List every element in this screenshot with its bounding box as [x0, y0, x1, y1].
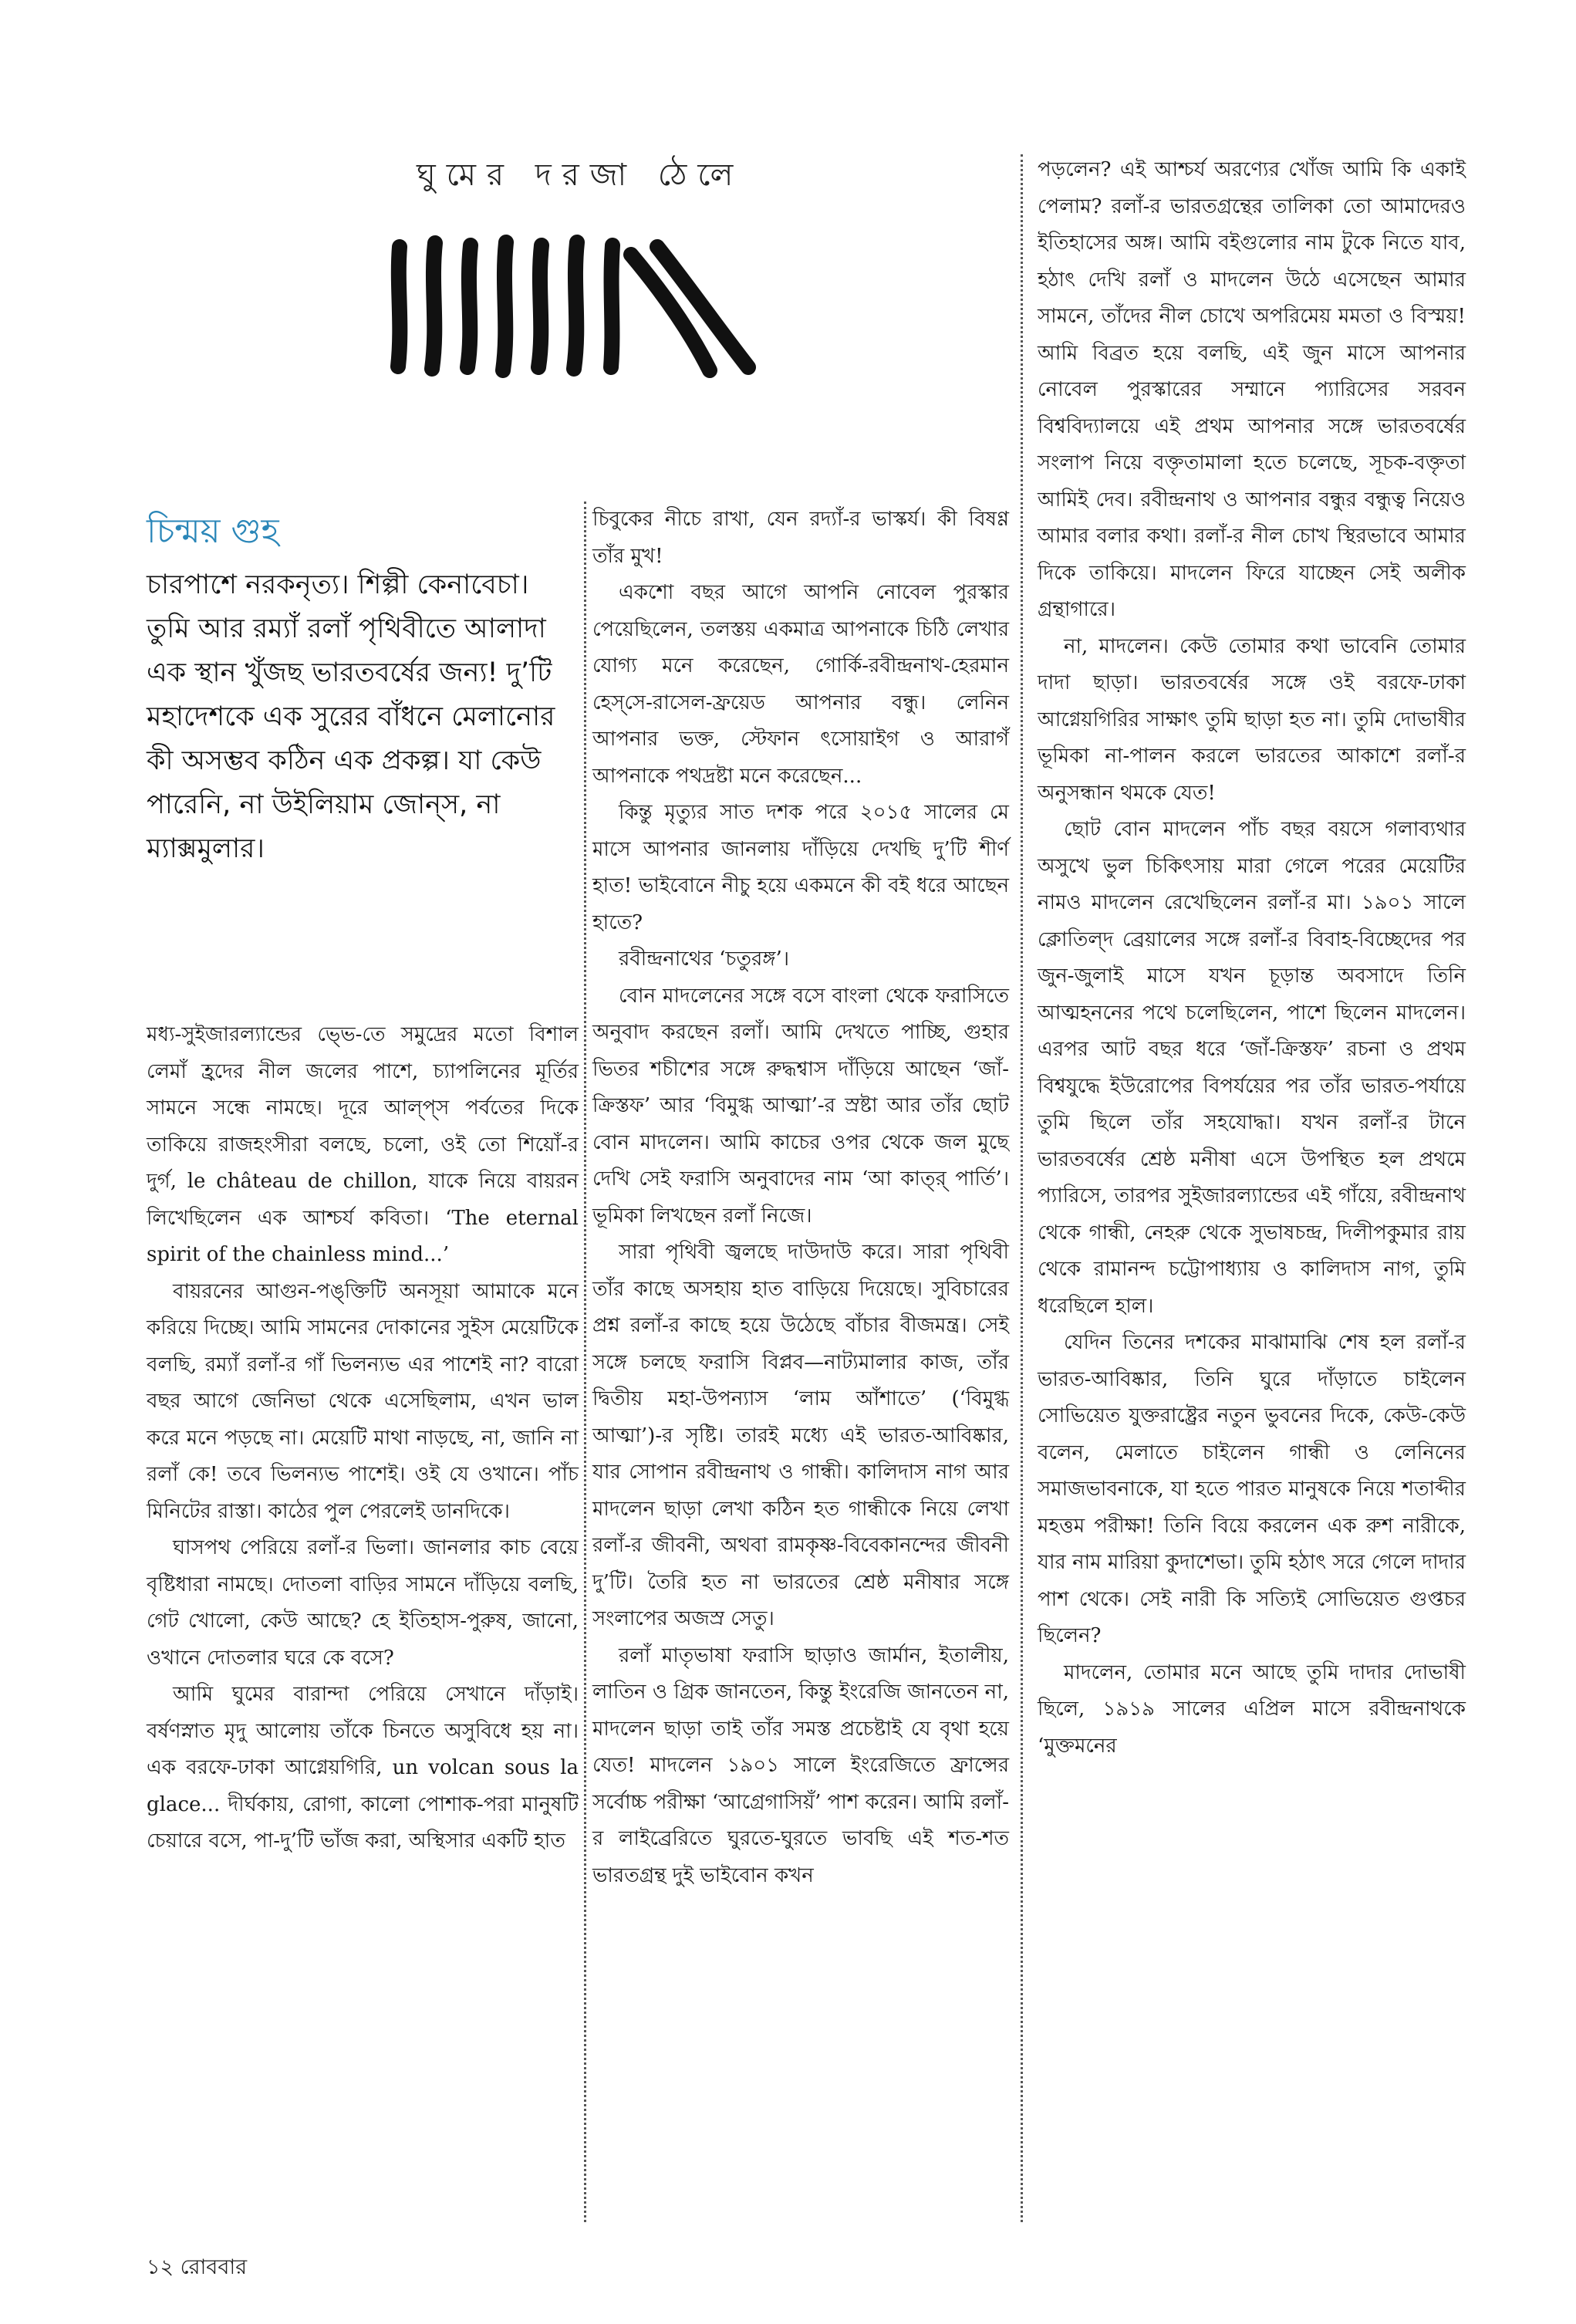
- column-divider: [584, 502, 586, 2222]
- paragraph: বায়রনের আগুন-পঙ্‌ক্তিটি অনসূয়া আমাকে মনে করিয়ে দিচ্ছে। আমি সামনের দোকানের সুইস মেয়েটিকে বলছি, রম্যাঁ রলাঁ-র গাঁ ভিলন্যভ এর পাশেই না? বারো বছর আগে জেনিভা থেকে এসেছিলাম, এখন ভাল করে মনে পড়ছে না। মেয়েটি মাথা নাড়ছে, না, জানি না রলাঁ কে! তবে ভিলন্যভ পাশেই। ওই যে ওখানে। পাঁচ মিনিটের রাস্তা। কাঠের পুল পেরলেই ডানদিকে।: [147, 1279, 579, 1523]
- magazine-name: রোববার: [180, 2255, 248, 2279]
- paragraph: না, মাদলেন। কেউ তোমার কথা ভাবেনি তোমার দাদা ছাড়া। ভারতবর্ষের সঙ্গে ওই বরফে-ঢাকা আগ্নেয়গিরির সাক্ষাৎ তুমি ছাড়া হত না। তুমি দোভাষীর ভূমিকা না-পালন করলে ভারতের আকাশে রলাঁ-র অনুসন্ধান থমকে যেত!: [1038, 634, 1466, 805]
- paragraph: একশো বছর আগে আপনি নোবেল পুরস্কার পেয়েছিলেন, তলস্তয় একমাত্র আপনাকে চিঠি লেখার যোগ্য মনে করেছেন, গোর্কি-রবীন্দ্রনাথ-হেরমান হেস্‌সে-রাসেল-ফ্রয়েড আপনার বন্ধু। লেনিন আপনার ভক্ত, স্টেফান ৎসোয়াইগ ও আরাগঁ আপনাকে পথদ্রষ্টা মনে করেছেন...: [592, 581, 1009, 788]
- lead-paragraph: চারপাশে নরকনৃত্য। শিল্পী কেনাবেচা। তুমি আর রম্যাঁ রলাঁ পৃথিবীতে আলাদা এক স্থান খুঁজছ ভারতবর্ষের জন্য! দু’টি মহাদেশকে এক সুরের বাঁধনে মেলানোর কী অসম্ভব কঠিন এক প্রকল্প। যা কেউ পারেনি, না উইলিয়াম জোন্‌স, না ম্যাক্সমুলার।: [147, 569, 555, 864]
- brush-stroke: [538, 245, 542, 367]
- column-divider: [1021, 154, 1023, 2222]
- author-byline: চিন্ময় গুহ: [147, 512, 279, 551]
- paragraph: ছোট বোন মাদলেন পাঁচ বছর বয়সে গলাব্যথার অসুখে ভুল চিকিৎসায় মারা গেলে পরের মেয়েটির নামও মাদলেন রেখেছিলেন রলাঁ-র মা। ১৯০১ সালে ক্লোতিল্‌দ ব্রেয়ালের সঙ্গে রলাঁ-র বিবাহ-বিচ্ছেদের পর জুন-জুলাই মাসে যখন চূড়ান্ত অবসাদে তিনি আত্মহননের পথে চলেছিলেন, পাশে ছিলেন মাদলেন। এরপর আট বছর ধরে ‘জাঁ-ক্রিস্তফ’ রচনা ও প্রথম বিশ্বযুদ্ধে ইউরোপের বিপর্যয়ের পর তাঁর ভারত-পর্যায়ে তুমি ছিলে তাঁর সহযোদ্ধা। যখন রলাঁ-র টানে ভারতবর্ষের শ্রেষ্ঠ মনীষা এসে উপস্থিত হল প্রথমে প্যারিসে, তারপর সুইজারল্যান্ডের এই গাঁয়ে, রবীন্দ্রনাথ থেকে গান্ধী, নেহরু থেকে সুভাষচন্দ্র, দিলীপকুমার রায় থেকে রামানন্দ চট্টোপাধ্যায় ও কালিদাস নাগ, তুমি ধরেছিলে হাল।: [1038, 818, 1466, 1318]
- text-column-2: [592, 502, 1009, 1894]
- paragraph: কিন্তু মৃত্যুর সাত দশক পরে ২০১৫ সালের মে মাসে আপনার জানলায় দাঁড়িয়ে দেখছি দু’টি শীর্ণ হাত! ভাইবোনে নীচু হয়ে একমনে কী বই ধরে আছেন হাতে?: [592, 801, 1009, 934]
- page-number: ১২: [147, 2255, 174, 2279]
- page-footer: [147, 2251, 247, 2286]
- paragraph: যেদিন তিনের দশকের মাঝামাঝি শেষ হল রলাঁ-র ভারত-আবিষ্কার, তিনি ঘুরে দাঁড়াতে চাইলেন সোভিয়েত যুক্তরাষ্ট্রের নতুন ভুবনের দিকে, কেউ-কেউ বলেন, মেলাতে চাইলেন গান্ধী ও লেনিনের সমাজভাবনাকে, যা হতে পারত মানুষকে নিয়ে শতাব্দীর মহত্তম পরীক্ষা! তিনি বিয়ে করলেন এক রুশ নারীকে, যার নাম মারিয়া কুদাশেভা। তুমি হঠাৎ সরে গেলে দাদার পাশ থেকে। সেই নারী কি সত্যিই সোভিয়েত গুপ্তচর ছিলেন?: [1038, 1331, 1466, 1647]
- paragraph: ঘাসপথ পেরিয়ে রলাঁ-র ভিলা। জানলার কাচ বেয়ে বৃষ্টিধারা নামছে। দোতলা বাড়ির সামনে দাঁড়িয়ে বলছি, গেট খোলো, কেউ আছে? হে ইতিহাস-পুরুষ, জানো, ওখানে দোতলার ঘরে কে বসে?: [147, 1536, 579, 1670]
- paragraph: আমি ঘুমের বারান্দা পেরিয়ে সেখানে দাঁড়াই। বর্ষণস্নাত মৃদু আলোয় তাঁকে চিনতে অসুবিধে হয় না। এক বরফে-ঢাকা আগ্নেয়গিরি, un volcan sous la glace... দীর্ঘকায়, রোগা, কালো পোশাক-পরা মানুষটি চেয়ারে বসে, পা-দু’টি ভাঁজ করা, অস্থিসার একটি হাত: [147, 1683, 579, 1853]
- brush-stroke: [398, 247, 400, 367]
- paragraph: পড়লেন? এই আশ্চর্য অরণ্যের খোঁজ আমি কি একাই পেলাম? রলাঁ-র ভারতগ্রন্থের তালিকা তো আমাদেরও ইতিহাসের অঙ্গ। আমি বইগুলোর নাম টুকে নিতে যাব, হঠাৎ দেখি রলাঁ ও মাদলেন উঠে এসেছেন আমার সামনে, তাঁদের নীল চোখে অপরিমেয় মমতা ও বিস্ময়! আমি বিব্রত হয়ে বলছি, এই জুন মাসে আপনার নোবেল পুরস্কারের সম্মানে প্যারিসের সরবন বিশ্ববিদ্যালয়ে এই প্রথম আপনার সঙ্গে ভারতবর্ষের সংলাপ নিয়ে বক্তৃতামালা হতে চলেছে, সূচক-বক্তৃতা আমিই দেব। রবীন্দ্রনাথ ও আপনার বন্ধুর বন্ধুত্ব নিয়েও আমার বলার কথা। রলাঁ-র নীল চোখ স্থিরভাবে আমার দিকে তাকিয়ে। মাদলেন ফিরে যাচ্ছেন সেই অলীক গ্রন্থাগারে।: [1038, 158, 1466, 621]
- text-column-1: [147, 1017, 579, 1860]
- text-column-3: [1038, 152, 1466, 1765]
- brush-stroke: [503, 242, 506, 370]
- article-title: ঘুমের দরজা ঠেলে: [417, 157, 744, 193]
- paragraph: মাদলেন, তোমার মনে আছে তুমি দাদার দোভাষী ছিলে, ১৯১৯ সালের এপ্রিল মাসে রবীন্দ্রনাথকে ‘মুক্তমনের: [1038, 1660, 1466, 1758]
- paragraph: বোন মাদলেনের সঙ্গে বসে বাংলা থেকে ফরাসিতে অনুবাদ করছেন রলাঁ। আমি দেখতে পাচ্ছি, গুহার ভিতর শচীশের সঙ্গে রুদ্ধশ্বাস দাঁড়িয়ে আছেন ‘জাঁ-ক্রিস্তফ’ আর ‘বিমুগ্ধ আত্মা’-র স্রষ্টা আর তাঁর ছোট বোন মাদলেন। আমি কাচের ওপর থেকে জল মুছে দেখি সেই ফরাসি অনুবাদের নাম ‘আ কাত্‌র্‌ পার্তি’। ভূমিকা লিখছেন রলাঁ নিজে।: [592, 984, 1009, 1228]
- brush-stroke: [467, 245, 471, 367]
- paragraph: চিবুকের নীচে রাখা, যেন রদ্যাঁ-র ভাস্কর্য। কী বিষণ্ণ তাঁর মুখ!: [592, 508, 1009, 568]
- decorative-strokes-art: [386, 224, 771, 378]
- brush-stroke: [574, 242, 577, 369]
- paragraph: মধ্য-সুইজারল্যান্ডের ভ্ভে-তে সমুদ্রের মতো বিশাল লেমাঁ হ্রদের নীল জলের পাশে, চ্যাপলিনের মূর্তির সামনে সন্ধে নামছে। দূরে আল্‌প্‌স পর্বতের দিকে তাকিয়ে রাজহংসীরা বলছে, চলো, ওই তো শিয়োঁ-র দুর্গ, le château de chillon, যাকে নিয়ে বায়রন লিখেছিলেন এক আশ্চর্য কবিতা। ‘The eternal spirit of the chainless mind...’: [147, 1023, 579, 1266]
- brush-stroke: [611, 245, 613, 367]
- paragraph: রবীন্দ্রনাথের ‘চতুরঙ্গ’।: [619, 948, 790, 971]
- brush-stroke: [432, 243, 435, 369]
- paragraph: সারা পৃথিবী জ্বলছে দাউদাউ করে। সারা পৃথিবী তাঁর কাছে অসহায় হাত বাড়িয়ে দিয়েছে। সুবিচারের প্রশ্ন রলাঁ-র কাছে হয়ে উঠেছে বাঁচার বীজমন্ত্র। সেই সঙ্গে চলছে ফরাসি বিপ্লব—নাট্যমালার কাজ, তাঁর দ্বিতীয় মহা-উপন্যাস ‘লাম আঁশাতে’ (‘বিমুগ্ধ আত্মা’)-র সৃষ্টি। তারই মধ্যে এই ভারত-আবিষ্কার, যার সোপান রবীন্দ্রনাথ ও গান্ধী। কালিদাস নাগ আর মাদলেন ছাড়া লেখা কঠিন হত গান্ধীকে নিয়ে লেখা রলাঁ-র জীবনী, অথবা রামকৃষ্ণ-বিবেকানন্দের জীবনী দু’টি। তৈরি হত না ভারতের শ্রেষ্ঠ মনীষার সঙ্গে সংলাপের অজস্র সেতু।: [592, 1241, 1009, 1630]
- paragraph: রলাঁ মাতৃভাষা ফরাসি ছাড়াও জার্মান, ইতালীয়, লাতিন ও গ্রিক জানতেন, কিন্তু ইংরেজি জানতেন না, মাদলেন ছাড়া তাই তাঁর সমস্ত প্রচেষ্টাই যে বৃথা হয়ে যেত! মাদলেন ১৯০১ সালে ইংরেজিতে ফ্রান্সের সর্বোচ্চ পরীক্ষা ‘আগ্রেগাসিয়ঁ’ পাশ করেন। আমি রলাঁ-র লাইব্রেরিতে ঘুরতে-ঘুরতে ভাবছি এই শত-শত ভারতগ্রন্থ দুই ভাইবোন কখন: [592, 1643, 1009, 1887]
